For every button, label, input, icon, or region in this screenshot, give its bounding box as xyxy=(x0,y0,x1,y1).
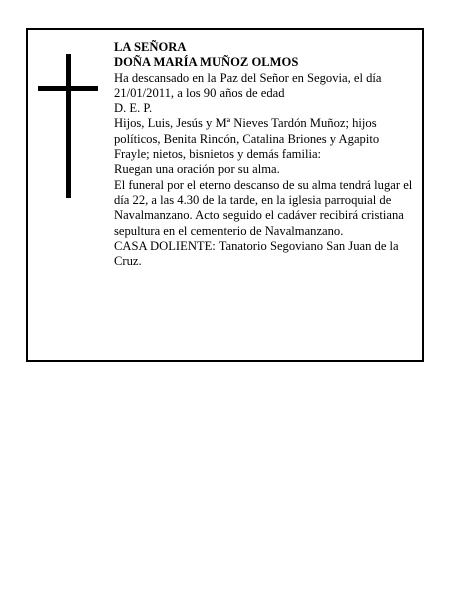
notice-title-line-1: LA SEÑORA xyxy=(114,40,187,54)
notice-text xyxy=(114,40,414,269)
cross-horizontal-bar xyxy=(38,86,98,91)
cross-vertical-bar xyxy=(66,54,71,198)
death-announcement: Ha descansado en la Paz del Señor en Segovia, el día 21/01/2011, a los 90 años de edad xyxy=(114,70,382,100)
obituary-notice xyxy=(26,28,424,362)
deceased-name: DOÑA MARÍA MUÑOZ OLMOS xyxy=(114,55,299,70)
funeral-details: El funeral por el eterno descanso de su alma tendrá lugar el día 22, a las 4.30 de la tarde, en la iglesia parroquial de Navalmanzano. Acto seguido el cadáver recibirá cristiana sepultura en el cementerio de Navalmanzano. xyxy=(114,177,413,238)
rip-line: D. E. P. xyxy=(114,101,153,116)
prayer-request: Ruegan una oración por su alma. xyxy=(114,162,280,177)
mourning-house: CASA DOLIENTE: Tanatorio Segoviano San Juan de la Cruz. xyxy=(114,238,399,269)
family-list: Hijos, Luis, Jesús y Mª Nieves Tardón Muñoz; hijos políticos, Benita Rincón, Catalina Briones y Agapito Frayle; nietos, bisnietos y demás familia: xyxy=(114,116,380,162)
